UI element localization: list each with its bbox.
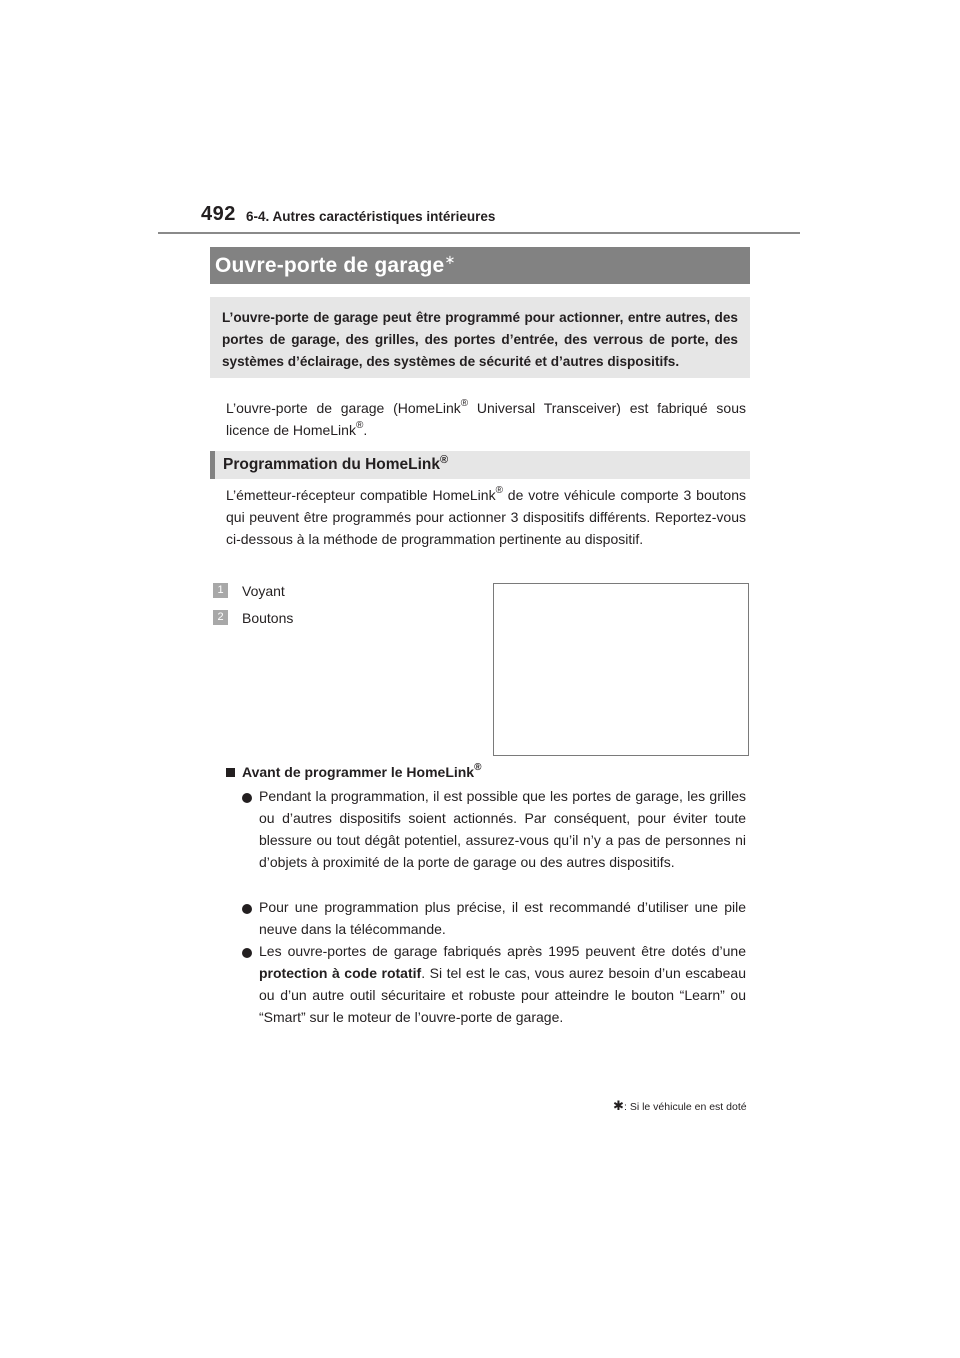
callout-number-badge: 2 [213, 610, 228, 625]
bullet-text: Les ouvre-portes de garage fabriqués après 1995 peuvent être dotés d’une [259, 943, 746, 959]
bullet-dot-icon [242, 948, 252, 958]
header-divider [158, 232, 800, 234]
square-bullet-icon [226, 768, 235, 777]
paragraph-text: L’émetteur-récepteur compatible HomeLink [226, 487, 496, 503]
subsection-title [223, 451, 448, 479]
paragraph-text: . [363, 422, 368, 438]
title-asterisk-marker: ∗ [444, 252, 456, 267]
registered-mark: ® [495, 485, 503, 496]
before-programming-heading [242, 763, 481, 781]
page-title [210, 247, 750, 284]
callout-number-badge: 1 [213, 583, 228, 598]
heading-text: Avant de programmer le HomeLink [242, 764, 475, 780]
registered-mark: ® [460, 398, 469, 409]
intro-box: L’ouvre-porte de garage peut être programmé pour actionner, entre autres, des portes de garage, des grilles, des portes d’entrée, des verrous de porte, des systèmes d’éclairage, des systèmes de sécurité et d’autres dispositifs. [210, 297, 750, 378]
bullet-bold-term: protection à code rotatif [259, 965, 422, 981]
homelink-license-paragraph [226, 397, 746, 441]
footnote-text: : Si le véhicule en est doté [624, 1101, 747, 1113]
bullet-dot-icon [242, 793, 252, 803]
transceiver-paragraph [226, 484, 746, 550]
bullet-item: Pendant la programmation, il est possible que les portes de garage, les grilles ou d’autres dispositifs soient actionnés. Par conséquent, pour éviter toute blessure ou tout dégât potentiel, assurez-vous qu’il n’y a pas de personnes ni d’objets à proximité de la porte de garage ou des autres dispositifs. [259, 788, 746, 870]
bullet-dot-icon [242, 904, 252, 914]
bullet-item [259, 940, 746, 1028]
page-number: 492 [201, 203, 236, 225]
registered-mark: ® [355, 420, 364, 431]
illustration-frame [493, 583, 749, 756]
bullet-item: Pour une programmation plus précise, il est recommandé d’utiliser une pile neuve dans la télécommande. [259, 899, 746, 937]
registered-mark: ® [474, 762, 482, 773]
callout-label-buttons: Boutons [242, 610, 294, 626]
paragraph-text: Universal Transceiver) est fabriqué sous licence de HomeLink [226, 400, 746, 438]
paragraph-text: L’ouvre-porte de garage (HomeLink [226, 400, 461, 416]
registered-mark: ® [440, 454, 449, 466]
paragraph-text: de votre véhicule comporte 3 boutons qui peuvent être programmés pour actionner 3 dispositifs différents. Reportez-vous ci-dessous à la méthode de programmation pertinente au dispositif. [226, 487, 746, 547]
section-label: 6-4. Autres caractéristiques intérieures [246, 209, 496, 224]
subsection-accent [210, 451, 215, 479]
bullet-text: . Si tel est le cas, vous aurez besoin d’un escabeau ou d’un autre outil sécuritaire et robuste pour atteindre le bouton “Learn” ou “Smart” sur le moteur de l’ouvre-porte de garage. [259, 965, 746, 1025]
callout-label-indicator: Voyant [242, 583, 285, 599]
title-text: Ouvre-porte de garage [215, 254, 445, 277]
subsection-title-text: Programmation du HomeLink [223, 456, 441, 473]
footnote-asterisk-icon: ✱ [613, 1098, 624, 1113]
